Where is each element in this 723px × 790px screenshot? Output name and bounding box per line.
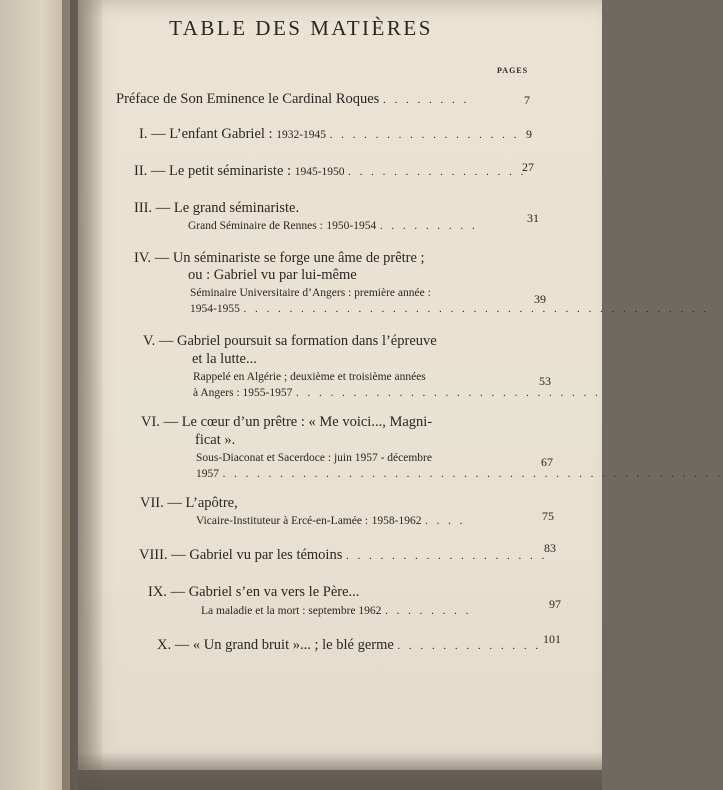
entry-title: — Gabriel poursuit sa formation dans l’épreuve xyxy=(158,333,437,349)
toc-entry-4 xyxy=(134,250,425,267)
leader-dots: . . . . . . . . . . . . . . . . xyxy=(348,166,527,178)
entry-dates: 1945-1950 xyxy=(294,166,345,178)
chapter-number: I. xyxy=(139,126,148,142)
entry-title: — Gabriel s’en va vers le Père... xyxy=(170,584,360,600)
entry-title: — Gabriel vu par les témoins xyxy=(171,547,343,563)
entry-dates: 1950-1954 xyxy=(326,220,377,232)
page-number: 97 xyxy=(549,597,561,611)
toc-entry-6-sub2 xyxy=(196,465,723,483)
toc-entry-5-sub2 xyxy=(193,384,601,402)
chapter-number: V. xyxy=(143,333,156,349)
leader-dots: . . . . . . . . . . . . . . . . . . . . . . . . . . . . . . . . . . . . . . . . . . . . xyxy=(222,468,723,480)
chapter-number: X. xyxy=(157,637,172,653)
toc-entry-10 xyxy=(157,637,541,655)
toc-entry-3-sub xyxy=(188,217,478,235)
leader-dots: . . . . . . . . . . . . . xyxy=(397,640,542,652)
leader-dots: . . . . . . . . . . . . . . . . . . . . . . . . . . . xyxy=(295,387,601,399)
entry-title: — L’apôtre, xyxy=(167,495,238,511)
entry-dates: 1932-1945 xyxy=(276,129,327,141)
toc-entry-1 xyxy=(139,126,519,144)
toc-entry-4-sub2 xyxy=(190,300,710,318)
chapter-number: III. xyxy=(134,200,153,216)
toc-entry-2 xyxy=(134,163,526,181)
chapter-number: VIII. xyxy=(139,547,168,563)
toc-entry-9-sub xyxy=(201,602,471,620)
chapter-number: VII. xyxy=(140,495,164,511)
page-number: 9 xyxy=(526,127,532,141)
toc-entry-5-line2: et la lutte... xyxy=(192,351,257,367)
leader-dots: . . . . xyxy=(425,515,466,527)
entry-dates: 1958-1962 xyxy=(371,515,422,527)
leader-dots: . . . . . . . . xyxy=(382,94,470,106)
entry-dates: à Angers : 1955-1957 xyxy=(193,387,293,399)
entry-title: — L’enfant Gabriel : xyxy=(151,126,273,142)
toc-entry-7 xyxy=(140,495,238,512)
book-gutter xyxy=(62,0,102,790)
entry-dates: 1957 xyxy=(196,468,219,480)
entry-subtitle: Grand Séminaire de Rennes : xyxy=(188,220,323,232)
page-number: 101 xyxy=(543,632,561,646)
pages-column-label: PAGES xyxy=(497,66,529,75)
entry-subtitle: Séminaire Universitaire d’Angers : première année : xyxy=(190,287,431,299)
toc-entry-4-line2: ou : Gabriel vu par lui-même xyxy=(188,267,357,283)
entry-dates: 1954-1955 xyxy=(190,303,240,315)
entry-subtitle: Sous-Diaconat et Sacerdoce : juin 1957 - décembre xyxy=(196,452,432,464)
entry-title: — Le grand séminariste. xyxy=(155,200,300,216)
page-number: 83 xyxy=(544,541,556,555)
toc-entry-6-line2: ficat ». xyxy=(195,432,236,448)
leader-dots: . . . . . . . . . . . . . . . . . . . . . . . . . . . . . . . . . . . . . . . . . xyxy=(243,303,710,315)
entry-subtitle: Rappelé en Algérie ; deuxième et troisième années xyxy=(193,371,426,383)
leader-dots: . . . . . . . . xyxy=(385,605,472,617)
entry-title: Préface de Son Eminence le Cardinal Roques xyxy=(116,91,380,107)
chapter-number: VI. xyxy=(141,414,160,430)
entry-title: — Le cœur d’un prêtre : « Me voici..., Magni- xyxy=(163,414,433,430)
page-number: 31 xyxy=(527,211,539,225)
page-number: 7 xyxy=(524,93,530,107)
toc-entry-9 xyxy=(148,584,359,601)
bottom-shadow xyxy=(78,752,602,790)
page-number: 27 xyxy=(522,160,534,174)
chapter-number: IV. xyxy=(134,250,152,266)
page-number: 53 xyxy=(539,374,551,388)
page-number: 75 xyxy=(542,509,554,523)
toc-entry-8 xyxy=(139,547,547,565)
entry-subtitle: Vicaire-Instituteur à Ercé-en-Lamée : xyxy=(196,515,369,527)
entry-subtitle: La maladie et la mort : septembre 1962 xyxy=(201,605,382,617)
left-page-edge xyxy=(0,0,70,790)
toc-entry-preface xyxy=(116,91,469,109)
leader-dots: . . . . . . . . . . . . . . . . . xyxy=(329,129,520,141)
toc-entry-7-sub xyxy=(196,512,465,530)
toc-entry-3 xyxy=(134,200,299,217)
toc-entry-5 xyxy=(143,333,437,350)
leader-dots: . . . . . . . . . xyxy=(379,220,478,232)
page-number: 67 xyxy=(541,455,553,469)
leader-dots: . . . . . . . . . . . . . . . . . . xyxy=(345,550,548,562)
entry-title: — Le petit séminariste : xyxy=(150,163,292,179)
page-number: 39 xyxy=(534,292,546,306)
toc-entry-6 xyxy=(141,414,432,431)
page-title: TABLE DES MATIÈRES xyxy=(169,16,433,40)
entry-title: — « Un grand bruit »... ; le blé germe xyxy=(174,637,394,653)
chapter-number: II. xyxy=(134,163,148,179)
entry-title: — Un séminariste se forge une âme de prêtre ; xyxy=(154,250,425,266)
chapter-number: IX. xyxy=(148,584,167,600)
